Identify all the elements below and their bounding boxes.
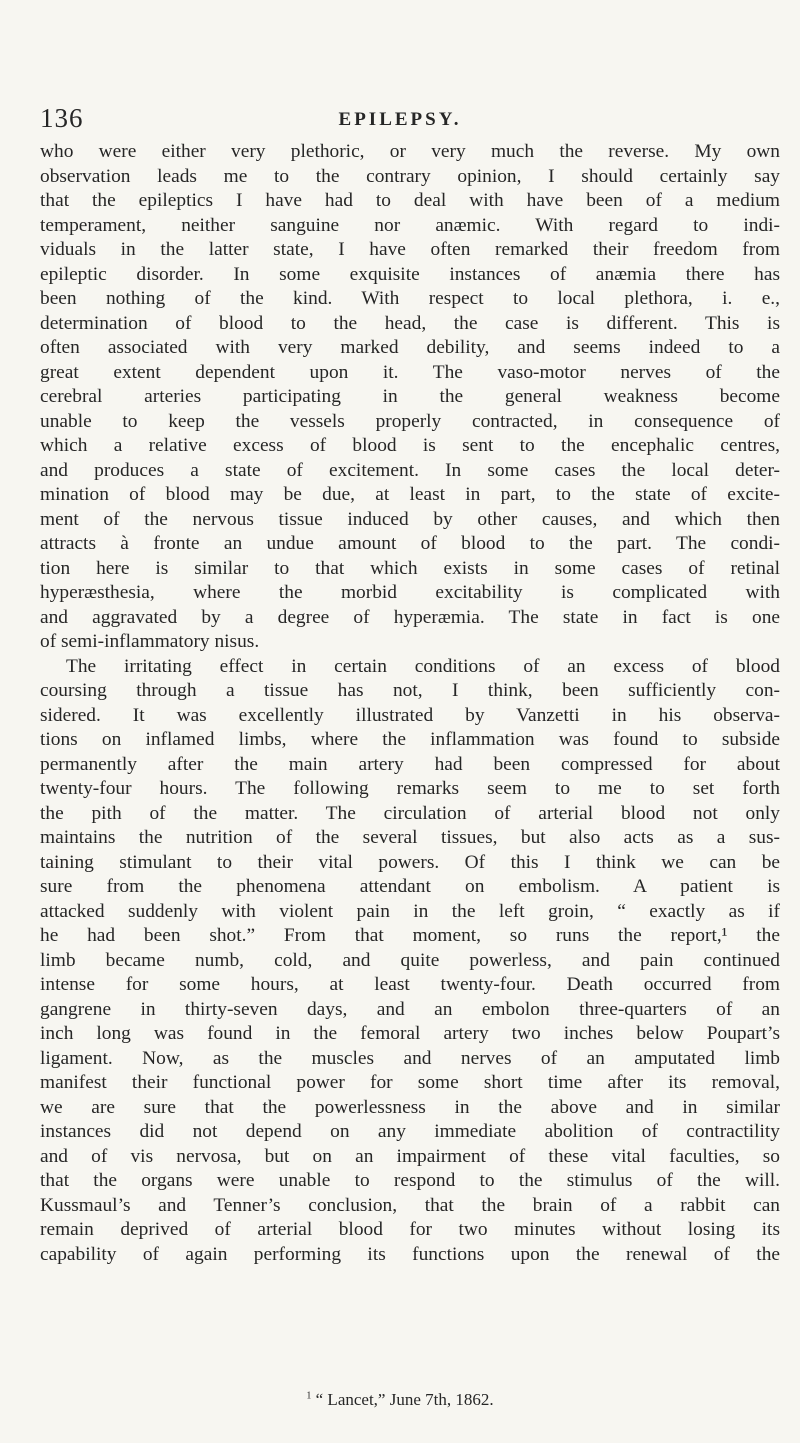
text-line: tion here is similar to that which exists in some cases of retinal — [40, 557, 780, 579]
text-line: Kussmaul’s and Tenner’s conclusion, that the brain of a rabbit can — [40, 1194, 780, 1216]
text-line: remain deprived of arterial blood for two minutes without losing its — [40, 1219, 780, 1240]
text-line: often associated with very marked debility, and seems indeed to a — [40, 337, 780, 358]
paragraph — [40, 140, 780, 655]
text-line: unable to keep the vessels properly contracted, in consequence of — [40, 410, 780, 432]
text-line: which a relative excess of blood is sent to the encephalic centres, — [40, 435, 780, 456]
text-line: The irritating effect in certain conditions of an excess of blood — [66, 655, 780, 677]
text-line: of semi-inflammatory nisus. — [40, 631, 260, 652]
text-line: temperament, neither sanguine nor anæmic. With regard to indi- — [40, 214, 780, 236]
footnote-marker: 1 — [306, 1390, 312, 1402]
text-line: ment of the nervous tissue induced by other causes, and which then — [40, 508, 780, 530]
text-line: he had been shot.” From that moment, so runs the report,¹ the — [40, 925, 780, 946]
text-line: epileptic disorder. In some exquisite instances of anæmia there has — [40, 263, 780, 285]
text-line: gangrene in thirty-seven days, and an embolon three-quarters of an — [40, 998, 780, 1020]
footnote-text: “ Lancet,” June 7th, 1862. — [315, 1390, 494, 1409]
text-line: inch long was found in the femoral artery two inches below Poupart’s — [40, 1023, 780, 1044]
text-line: and aggravated by a degree of hyperæmia. The state in fact is one — [40, 606, 780, 628]
text-line: the pith of the matter. The circulation of arterial blood not only — [40, 802, 780, 824]
text-line: maintains the nutrition of the several tissues, but also acts as a sus- — [40, 827, 780, 848]
text-line: great extent dependent upon it. The vaso-motor nerves of the — [40, 361, 780, 383]
page-header — [0, 103, 800, 133]
text-line: viduals in the latter state, I have often remarked their freedom from — [40, 239, 780, 260]
text-line: been nothing of the kind. With respect to local plethora, i. e., — [40, 288, 780, 309]
footnote — [0, 1390, 800, 1410]
text-line: instances did not depend on any immediate abolition of contractility — [40, 1121, 780, 1142]
text-line: that the epileptics I have had to deal with have been of a medium — [40, 190, 780, 211]
text-line: determination of blood to the head, the case is different. This is — [40, 312, 780, 334]
text-line: tions on inflamed limbs, where the inflammation was found to subside — [40, 729, 780, 750]
text-line: limb became numb, cold, and quite powerless, and pain continued — [40, 949, 780, 971]
text-line: capability of again performing its functions upon the renewal of the — [40, 1243, 780, 1265]
text-line: manifest their functional power for some short time after its removal, — [40, 1072, 780, 1093]
text-line: coursing through a tissue has not, I think, been sufficiently con- — [40, 680, 780, 701]
text-line: observation leads me to the contrary opinion, I should certainly say — [40, 165, 780, 187]
text-line: cerebral arteries participating in the general weakness become — [40, 386, 780, 407]
text-line: sidered. It was excellently illustrated by Vanzetti in his observa- — [40, 704, 780, 726]
body-text — [40, 140, 780, 1267]
text-line: intense for some hours, at least twenty-four. Death occurred from — [40, 974, 780, 995]
text-line: and produces a state of excitement. In some cases the local deter- — [40, 459, 780, 481]
text-line: hyperæsthesia, where the morbid excitability is complicated with — [40, 582, 780, 603]
text-line: who were either very plethoric, or very much the reverse. My own — [40, 141, 780, 162]
text-line: twenty-four hours. The following remarks seem to me to set forth — [40, 778, 780, 799]
text-line: ligament. Now, as the muscles and nerves of an amputated limb — [40, 1047, 780, 1069]
text-line: that the organs were unable to respond to the stimulus of the will. — [40, 1170, 780, 1191]
text-line: sure from the phenomena attendant on embolism. A patient is — [40, 876, 780, 897]
paragraph — [40, 655, 780, 1268]
text-line: and of vis nervosa, but on an impairment of these vital faculties, so — [40, 1145, 780, 1167]
text-line: taining stimulant to their vital powers. Of this I think we can be — [40, 851, 780, 873]
text-line: attracts à fronte an undue amount of blood to the part. The condi- — [40, 533, 780, 554]
page-number: 136 — [40, 103, 84, 133]
running-head: EPILEPSY. — [338, 109, 462, 130]
text-line: attacked suddenly with violent pain in the left groin, “ exactly as if — [40, 900, 780, 922]
text-line: we are sure that the powerlessness in the above and in similar — [40, 1096, 780, 1118]
text-line: permanently after the main artery had been compressed for about — [40, 753, 780, 775]
text-line: mination of blood may be due, at least in part, to the state of excite- — [40, 484, 780, 505]
